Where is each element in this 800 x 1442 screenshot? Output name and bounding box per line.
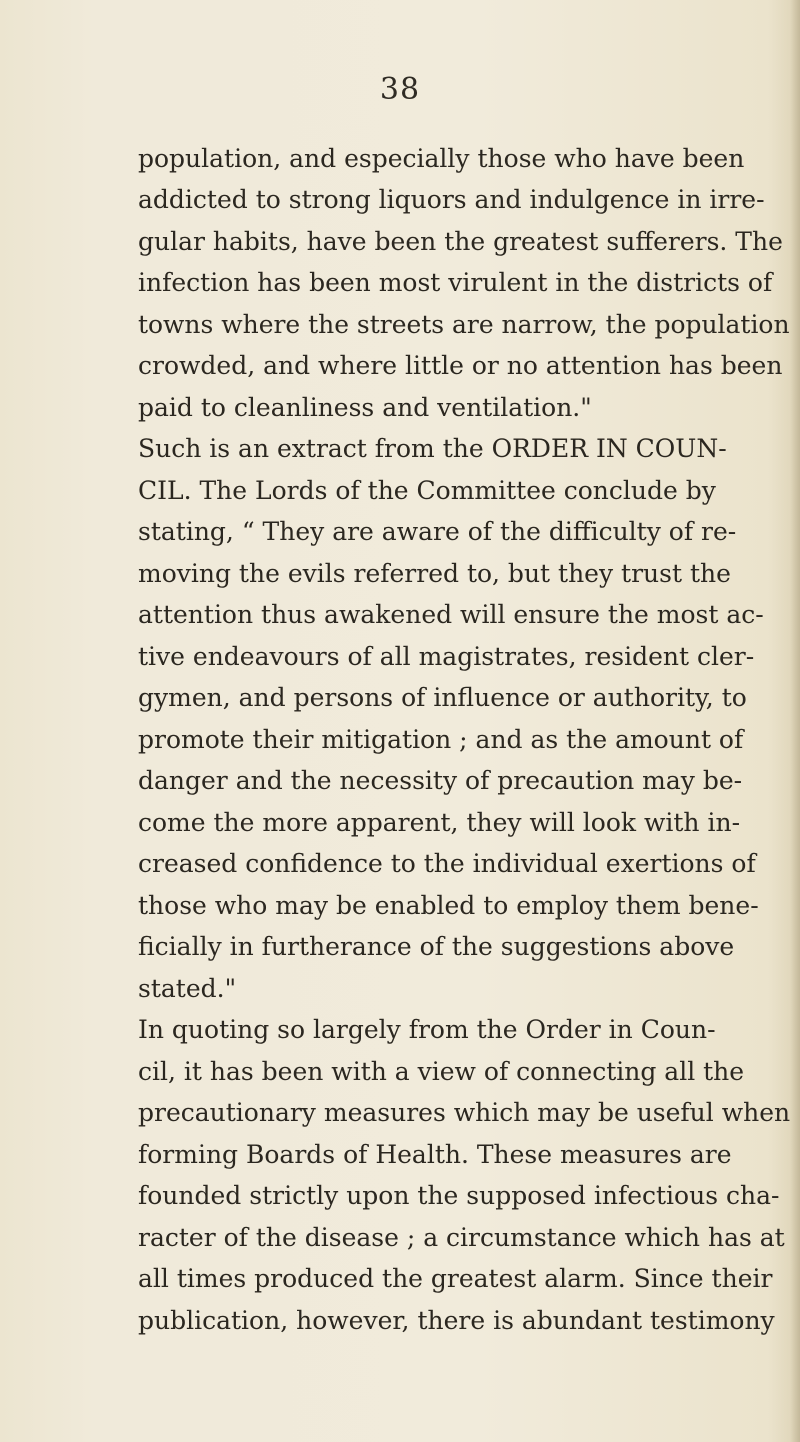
- text-line-8: Such is an extract from the ORDER IN COUN-: [138, 434, 727, 463]
- text-line-10: stating, “ They are aware of the difficulty of re-: [138, 517, 737, 546]
- text-line-14: gymen, and persons of influence or authority, to: [138, 683, 747, 712]
- text-line-25: forming Boards of Health. These measures are: [138, 1140, 732, 1169]
- text-line-9: CIL. The Lords of the Committee conclude by: [138, 476, 716, 505]
- text-line-21: stated.": [138, 974, 237, 1003]
- page-number: 38: [379, 72, 421, 107]
- text-line-6: crowded, and where little or no attention has been: [138, 351, 783, 380]
- text-line-24: precautionary measures which may be useful when: [138, 1098, 791, 1127]
- text-line-13: tive endeavours of all magistrates, resident cler-: [138, 642, 755, 671]
- text-line-17: come the more apparent, they will look with in-: [138, 808, 741, 837]
- text-line-27: racter of the disease ; a circumstance which has at: [138, 1223, 785, 1252]
- text-line-28: all times produced the greatest alarm. Since their: [138, 1264, 773, 1293]
- text-line-29: publication, however, there is abundant testimony: [138, 1306, 775, 1335]
- text-line-22: In quoting so largely from the Order in Coun-: [138, 1015, 716, 1044]
- text-line-3: gular habits, have been the greatest sufferers. The: [138, 227, 783, 256]
- text-line-18: creased confidence to the individual exertions of: [138, 849, 756, 878]
- page-edge-shadow: [790, 0, 800, 1442]
- text-line-4: infection has been most virulent in the districts of: [138, 268, 773, 297]
- text-line-2: addicted to strong liquors and indulgence in irre-: [138, 185, 765, 214]
- text-line-20: ficially in furtherance of the suggestions above: [138, 932, 735, 961]
- text-line-19: those who may be enabled to employ them bene-: [138, 891, 759, 920]
- text-line-15: promote their mitigation ; and as the amount of: [138, 725, 744, 754]
- text-line-7: paid to cleanliness and ventilation.": [138, 393, 592, 422]
- text-line-16: danger and the necessity of precaution may be-: [138, 766, 743, 795]
- text-line-5: towns where the streets are narrow, the population: [138, 310, 790, 339]
- text-line-23: cil, it has been with a view of connecting all the: [138, 1057, 745, 1086]
- text-line-26: founded strictly upon the supposed infectious cha-: [138, 1181, 780, 1210]
- text-line-1: population, and especially those who have been: [138, 144, 745, 173]
- text-line-12: attention thus awakened will ensure the most ac-: [138, 600, 764, 629]
- text-line-11: moving the evils referred to, but they trust the: [138, 559, 731, 588]
